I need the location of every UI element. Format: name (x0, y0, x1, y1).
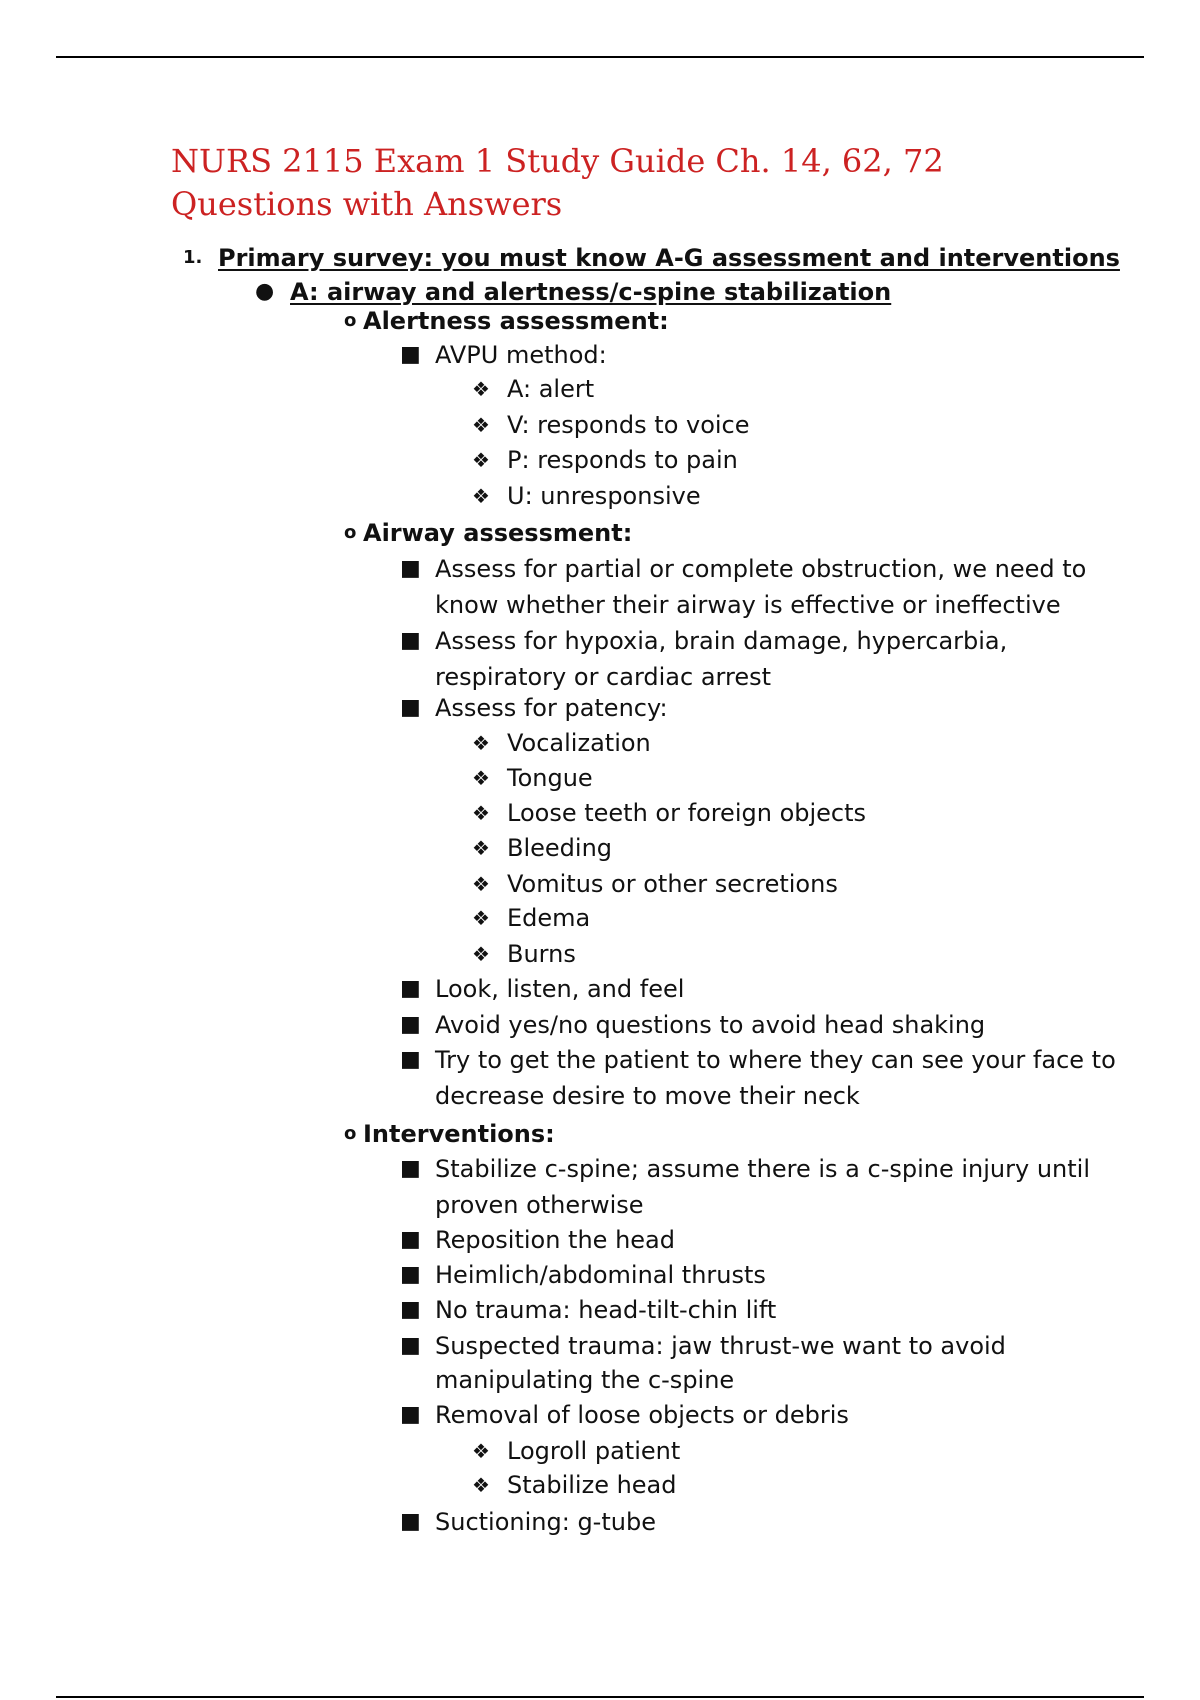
list-item: Suctioning: g-tube (435, 1508, 656, 1536)
subsection-heading: A: airway and alertness/c-spine stabilization (290, 278, 892, 306)
bullet-square-icon: ■ (400, 1012, 421, 1037)
list-item: Vomitus or other secretions (507, 870, 838, 898)
list-item: Suspected trauma: jaw thrust-we want to avoid (435, 1332, 1006, 1360)
bullet-square-icon: ■ (400, 628, 421, 653)
list-item: Assess for hypoxia, brain damage, hypercarbia, (435, 627, 1008, 655)
bullet-diamond-icon: ❖ (472, 1473, 490, 1497)
bullet-diamond-icon: ❖ (472, 377, 490, 401)
bullet-dot-icon: ● (255, 279, 275, 304)
list-item: A: alert (507, 375, 595, 403)
list-item-continuation: know whether their airway is effective or ineffective (435, 591, 1061, 619)
bullet-square-icon: ■ (400, 1402, 421, 1427)
list-item-continuation: respiratory or cardiac arrest (435, 663, 772, 691)
list-item: Reposition the head (435, 1226, 675, 1254)
list-item: Heimlich/abdominal thrusts (435, 1261, 766, 1289)
list-item: Assess for partial or complete obstruction, we need to (435, 555, 1087, 583)
bullet-diamond-icon: ❖ (472, 731, 490, 755)
bullet-square-icon: ■ (400, 1047, 421, 1072)
list-item: Bleeding (507, 834, 613, 862)
bullet-square-icon: ■ (400, 556, 421, 581)
avpu-method: AVPU method: (435, 341, 607, 369)
patency-label: Assess for patency: (435, 694, 668, 722)
bullet-diamond-icon: ❖ (472, 413, 490, 437)
list-item-continuation: manipulating the c-spine (435, 1366, 735, 1394)
bullet-square-icon: ■ (400, 342, 421, 367)
bullet-square-icon: ■ (400, 1262, 421, 1287)
list-item: U: unresponsive (507, 482, 701, 510)
bullet-square-icon: ■ (400, 1297, 421, 1322)
bullet-diamond-icon: ❖ (472, 1439, 490, 1463)
interventions-label: Interventions: (363, 1120, 555, 1148)
list-item: Logroll patient (507, 1437, 681, 1465)
list-item: Stabilize head (507, 1471, 677, 1499)
list-item-continuation: decrease desire to move their neck (435, 1082, 860, 1110)
list-item-continuation: proven otherwise (435, 1191, 644, 1219)
bullet-square-icon: ■ (400, 695, 421, 720)
top-rule (56, 56, 1144, 58)
list-item: Try to get the patient to where they can see your face to (435, 1046, 1116, 1074)
bullet-square-icon: ■ (400, 1333, 421, 1358)
bullet-diamond-icon: ❖ (472, 872, 490, 896)
bullet-diamond-icon: ❖ (472, 448, 490, 472)
bullet-circle-icon: o (344, 310, 357, 331)
list-item: P: responds to pain (507, 446, 738, 474)
airway-label: Airway assessment: (363, 519, 633, 547)
bullet-circle-icon: o (344, 522, 357, 543)
list-item: Look, listen, and feel (435, 975, 685, 1003)
bullet-square-icon: ■ (400, 1156, 421, 1181)
list-item: Edema (507, 904, 591, 932)
bullet-square-icon: ■ (400, 976, 421, 1001)
bullet-diamond-icon: ❖ (472, 766, 490, 790)
bottom-rule (56, 1696, 1144, 1698)
list-item: Stabilize c-spine; assume there is a c-spine injury until (435, 1155, 1090, 1183)
list-item: V: responds to voice (507, 411, 750, 439)
list-item: Vocalization (507, 729, 651, 757)
list-item: Removal of loose objects or debris (435, 1401, 849, 1429)
bullet-diamond-icon: ❖ (472, 484, 490, 508)
bullet-square-icon: ■ (400, 1509, 421, 1534)
section-heading: Primary survey: you must know A-G assessment and interventions (218, 244, 1120, 272)
list-item: Burns (507, 940, 576, 968)
list-item: Avoid yes/no questions to avoid head shaking (435, 1011, 986, 1039)
bullet-circle-icon: o (344, 1123, 357, 1144)
list-item: No trauma: head-tilt-chin lift (435, 1296, 777, 1324)
bullet-diamond-icon: ❖ (472, 836, 490, 860)
bullet-diamond-icon: ❖ (472, 942, 490, 966)
list-item: Loose teeth or foreign objects (507, 799, 867, 827)
list-item: Tongue (507, 764, 593, 792)
document-title: NURS 2115 Exam 1 Study Guide Ch. 14, 62, 72 Questions with Answers (171, 142, 944, 223)
bullet-diamond-icon: ❖ (472, 801, 490, 825)
bullet-diamond-icon: ❖ (472, 906, 490, 930)
bullet-square-icon: ■ (400, 1227, 421, 1252)
list-number: 1. (183, 247, 203, 268)
alertness-label: Alertness assessment: (363, 307, 669, 335)
